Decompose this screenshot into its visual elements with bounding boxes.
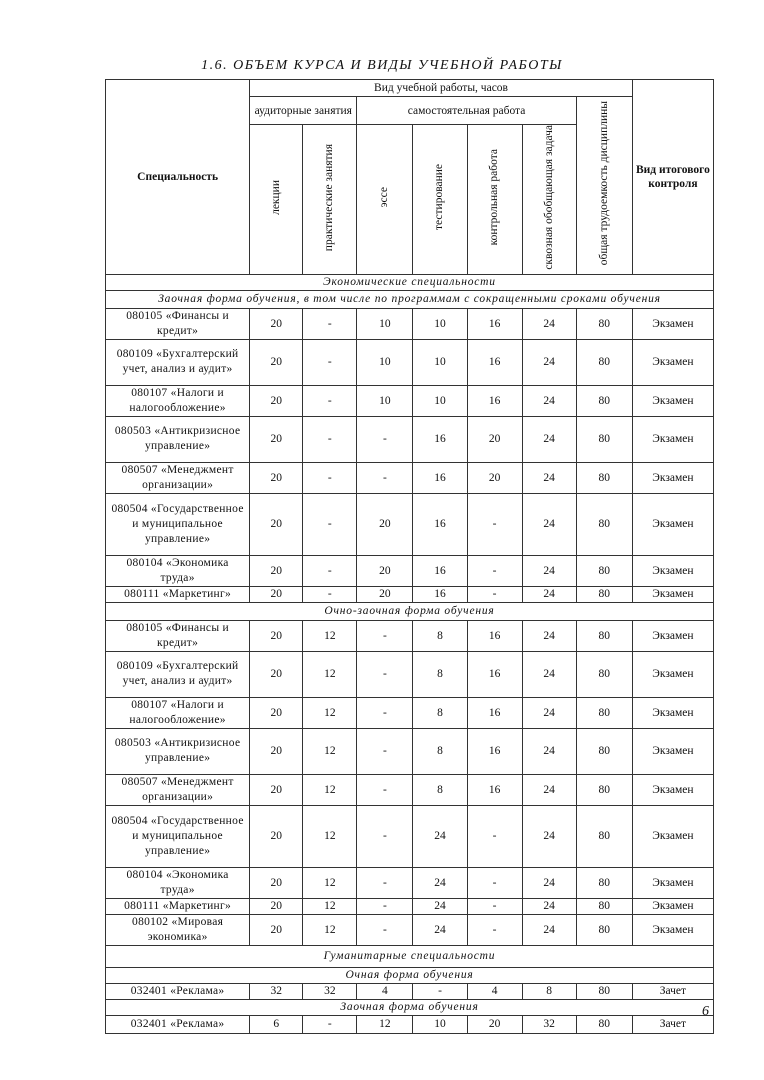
value-cell: 20 — [250, 462, 303, 493]
specialty-cell: 080105 «Финансы и кредит» — [106, 308, 250, 339]
specialty-cell: 080109 «Бухгалтерский учет, анализ и аудит» — [106, 339, 250, 385]
table-row — [106, 493, 714, 555]
value-cell: 20 — [250, 620, 303, 651]
value-cell: 12 — [303, 728, 357, 774]
value-cell: Экзамен — [632, 697, 713, 728]
value-cell: Экзамен — [632, 493, 713, 555]
value-cell: - — [467, 586, 522, 602]
value-cell: 24 — [522, 898, 576, 914]
value-cell: - — [357, 805, 413, 867]
value-cell: 8 — [413, 728, 467, 774]
value-cell: - — [303, 385, 357, 416]
value-cell: - — [303, 462, 357, 493]
table-row — [106, 898, 714, 914]
header-auditory: аудиторные занятия — [250, 97, 357, 125]
value-cell: 24 — [522, 651, 576, 697]
value-cell: 10 — [357, 385, 413, 416]
table-row — [106, 867, 714, 898]
table-row — [106, 308, 714, 339]
value-cell: 12 — [303, 651, 357, 697]
table-row — [106, 555, 714, 586]
value-cell: 20 — [250, 697, 303, 728]
header-testing-cell — [413, 125, 467, 275]
value-cell: - — [357, 651, 413, 697]
value-cell: 20 — [250, 774, 303, 805]
header-essay: эссе — [378, 187, 391, 208]
value-cell: - — [303, 416, 357, 462]
value-cell: - — [467, 898, 522, 914]
specialty-cell: 080104 «Экономика труда» — [106, 867, 250, 898]
study-form-row — [106, 967, 714, 983]
table-row — [106, 462, 714, 493]
value-cell: 20 — [250, 805, 303, 867]
value-cell: 80 — [576, 805, 632, 867]
value-cell: Экзамен — [632, 385, 713, 416]
value-cell: 12 — [303, 805, 357, 867]
value-cell: - — [467, 805, 522, 867]
value-cell: Экзамен — [632, 774, 713, 805]
value-cell: Экзамен — [632, 898, 713, 914]
header-control: контрольная работа — [488, 149, 501, 246]
value-cell: 80 — [576, 620, 632, 651]
value-cell: 24 — [522, 914, 576, 945]
value-cell: Экзамен — [632, 914, 713, 945]
value-cell: 24 — [522, 774, 576, 805]
value-cell: - — [357, 620, 413, 651]
value-cell: 24 — [522, 867, 576, 898]
value-cell: 24 — [522, 308, 576, 339]
value-cell: 16 — [413, 586, 467, 602]
specialty-cell: 080104 «Экономика труда» — [106, 555, 250, 586]
value-cell: 20 — [250, 898, 303, 914]
value-cell: - — [303, 308, 357, 339]
value-cell: 10 — [413, 385, 467, 416]
table-row — [106, 774, 714, 805]
value-cell: 24 — [522, 555, 576, 586]
value-cell: 80 — [576, 697, 632, 728]
header-final-control: Вид итогового контроля — [632, 80, 713, 275]
value-cell: Экзамен — [632, 555, 713, 586]
value-cell: - — [303, 1015, 357, 1033]
value-cell: Экзамен — [632, 805, 713, 867]
value-cell: 16 — [467, 651, 522, 697]
value-cell: Экзамен — [632, 867, 713, 898]
value-cell: 20 — [250, 651, 303, 697]
value-cell: - — [357, 867, 413, 898]
value-cell: - — [357, 728, 413, 774]
header-practical-cell — [303, 125, 357, 275]
value-cell: 12 — [357, 1015, 413, 1033]
value-cell: Зачет — [632, 983, 713, 999]
table-row — [106, 385, 714, 416]
table-row — [106, 416, 714, 462]
value-cell: 20 — [467, 416, 522, 462]
value-cell: 16 — [467, 728, 522, 774]
header-total: общая трудоемкость дисциплины — [597, 101, 610, 266]
value-cell: - — [303, 493, 357, 555]
header-essay-cell — [357, 125, 413, 275]
value-cell: 20 — [250, 586, 303, 602]
value-cell: 20 — [357, 493, 413, 555]
value-cell: 10 — [413, 1015, 467, 1033]
header-lectures: лекции — [269, 179, 282, 215]
value-cell: 10 — [413, 339, 467, 385]
value-cell: Экзамен — [632, 728, 713, 774]
table-row — [106, 805, 714, 867]
value-cell: Экзамен — [632, 651, 713, 697]
header-work-type: Вид учебной работы, часов — [250, 80, 633, 97]
value-cell: 20 — [250, 493, 303, 555]
value-cell: 80 — [576, 1015, 632, 1033]
value-cell: 10 — [413, 308, 467, 339]
header-independent: самостоятельная работа — [357, 97, 576, 125]
value-cell: 80 — [576, 586, 632, 602]
value-cell: 24 — [522, 805, 576, 867]
table-row — [106, 586, 714, 602]
value-cell: - — [467, 555, 522, 586]
value-cell: 24 — [522, 385, 576, 416]
value-cell: 16 — [413, 462, 467, 493]
value-cell: 32 — [303, 983, 357, 999]
specialty-group-row — [106, 945, 714, 967]
value-cell: 6 — [250, 1015, 303, 1033]
specialty-cell: 080507 «Менеджмент организации» — [106, 774, 250, 805]
table-body — [106, 274, 714, 1033]
value-cell: 20 — [250, 728, 303, 774]
value-cell: 16 — [413, 555, 467, 586]
value-cell: 80 — [576, 339, 632, 385]
value-cell: 12 — [303, 867, 357, 898]
value-cell: 80 — [576, 914, 632, 945]
value-cell: 80 — [576, 385, 632, 416]
value-cell: 24 — [522, 728, 576, 774]
value-cell: 16 — [467, 697, 522, 728]
study-form-label: Очная форма обучения — [106, 967, 714, 983]
table-row — [106, 651, 714, 697]
value-cell: 24 — [522, 620, 576, 651]
specialty-cell: 080109 «Бухгалтерский учет, анализ и аудит» — [106, 651, 250, 697]
value-cell: 80 — [576, 898, 632, 914]
value-cell: 24 — [522, 586, 576, 602]
course-volume-table — [105, 79, 714, 1034]
value-cell: - — [357, 914, 413, 945]
value-cell: 16 — [413, 493, 467, 555]
value-cell: 20 — [467, 462, 522, 493]
value-cell: Экзамен — [632, 586, 713, 602]
specialty-cell: 080111 «Маркетинг» — [106, 586, 250, 602]
study-form-label: Заочная форма обучения, в том числе по программам с сокращенными сроками обучения — [106, 290, 714, 308]
value-cell: 80 — [576, 867, 632, 898]
value-cell: - — [467, 914, 522, 945]
value-cell: 12 — [303, 774, 357, 805]
value-cell: 24 — [413, 867, 467, 898]
value-cell: 80 — [576, 774, 632, 805]
table-row — [106, 983, 714, 999]
header-through-task: сквозная обобщающая задача — [542, 125, 555, 270]
specialty-cell: 080102 «Мировая экономика» — [106, 914, 250, 945]
value-cell: 8 — [413, 620, 467, 651]
value-cell: Экзамен — [632, 462, 713, 493]
value-cell: 80 — [576, 308, 632, 339]
value-cell: 20 — [467, 1015, 522, 1033]
value-cell: 20 — [250, 914, 303, 945]
specialty-cell: 032401 «Реклама» — [106, 1015, 250, 1033]
study-form-row — [106, 999, 714, 1015]
specialty-cell: 080107 «Налоги и налогообложение» — [106, 697, 250, 728]
value-cell: - — [303, 555, 357, 586]
study-form-row — [106, 290, 714, 308]
value-cell: 20 — [357, 555, 413, 586]
value-cell: 24 — [522, 339, 576, 385]
table-row — [106, 620, 714, 651]
specialty-cell: 080504 «Государственное и муниципальное управление» — [106, 805, 250, 867]
table-row — [106, 728, 714, 774]
value-cell: 10 — [357, 308, 413, 339]
value-cell: Экзамен — [632, 620, 713, 651]
table-row — [106, 1015, 714, 1033]
value-cell: - — [357, 697, 413, 728]
value-cell: - — [467, 493, 522, 555]
value-cell: 24 — [522, 493, 576, 555]
value-cell: 80 — [576, 983, 632, 999]
value-cell: 16 — [467, 308, 522, 339]
header-testing: тестирование — [433, 164, 446, 231]
value-cell: 12 — [303, 914, 357, 945]
table-row — [106, 697, 714, 728]
value-cell: 16 — [467, 620, 522, 651]
value-cell: 8 — [413, 651, 467, 697]
value-cell: 20 — [357, 586, 413, 602]
header-total-cell — [576, 97, 632, 275]
header-specialty: Специальность — [106, 80, 250, 275]
table-row — [106, 339, 714, 385]
value-cell: 24 — [522, 416, 576, 462]
specialty-cell: 080111 «Маркетинг» — [106, 898, 250, 914]
value-cell: 8 — [522, 983, 576, 999]
header-through-task-cell — [522, 125, 576, 275]
value-cell: 80 — [576, 728, 632, 774]
specialty-cell: 080507 «Менеджмент организации» — [106, 462, 250, 493]
specialty-cell: 080107 «Налоги и налогообложение» — [106, 385, 250, 416]
specialty-cell: 080503 «Антикризисное управление» — [106, 728, 250, 774]
value-cell: 12 — [303, 898, 357, 914]
value-cell: 20 — [250, 385, 303, 416]
value-cell: 24 — [413, 898, 467, 914]
value-cell: 20 — [250, 308, 303, 339]
value-cell: 80 — [576, 651, 632, 697]
specialty-cell: 080504 «Государственное и муниципальное управление» — [106, 493, 250, 555]
specialty-cell: 080503 «Антикризисное управление» — [106, 416, 250, 462]
value-cell: 80 — [576, 555, 632, 586]
value-cell: - — [357, 774, 413, 805]
specialty-cell: 080105 «Финансы и кредит» — [106, 620, 250, 651]
value-cell: 8 — [413, 774, 467, 805]
value-cell: Экзамен — [632, 339, 713, 385]
value-cell: - — [467, 867, 522, 898]
value-cell: 20 — [250, 416, 303, 462]
value-cell: - — [357, 898, 413, 914]
page-number: 6 — [702, 1004, 709, 1019]
value-cell: Экзамен — [632, 308, 713, 339]
value-cell: - — [357, 416, 413, 462]
value-cell: 24 — [522, 697, 576, 728]
value-cell: 16 — [413, 416, 467, 462]
value-cell: 20 — [250, 555, 303, 586]
header-practical: практические занятия — [323, 143, 336, 251]
table-row — [106, 914, 714, 945]
value-cell: 8 — [413, 697, 467, 728]
value-cell: 80 — [576, 462, 632, 493]
value-cell: 24 — [522, 462, 576, 493]
value-cell: 24 — [413, 914, 467, 945]
header-lectures-cell — [250, 125, 303, 275]
specialty-cell: 032401 «Реклама» — [106, 983, 250, 999]
value-cell: 80 — [576, 416, 632, 462]
value-cell: - — [303, 586, 357, 602]
value-cell: 32 — [522, 1015, 576, 1033]
value-cell: 20 — [250, 339, 303, 385]
value-cell: - — [357, 462, 413, 493]
value-cell: 4 — [467, 983, 522, 999]
value-cell: Экзамен — [632, 416, 713, 462]
value-cell: 16 — [467, 385, 522, 416]
value-cell: Зачет — [632, 1015, 713, 1033]
value-cell: - — [413, 983, 467, 999]
specialty-group-row — [106, 274, 714, 290]
value-cell: 4 — [357, 983, 413, 999]
value-cell: 32 — [250, 983, 303, 999]
section-title: 1.6. ОБЪЕМ КУРСА И ВИДЫ УЧЕБНОЙ РАБОТЫ — [201, 58, 563, 73]
study-form-row — [106, 602, 714, 620]
value-cell: 16 — [467, 339, 522, 385]
specialty-group-label: Экономические специальности — [106, 274, 714, 290]
value-cell: 12 — [303, 697, 357, 728]
study-form-label: Заочная форма обучения — [106, 999, 714, 1015]
value-cell: 20 — [250, 867, 303, 898]
header-control-cell — [467, 125, 522, 275]
study-form-label: Очно-заочная форма обучения — [106, 602, 714, 620]
specialty-group-label: Гуманитарные специальности — [106, 945, 714, 967]
value-cell: 16 — [467, 774, 522, 805]
value-cell: 80 — [576, 493, 632, 555]
value-cell: 10 — [357, 339, 413, 385]
value-cell: - — [303, 339, 357, 385]
value-cell: 24 — [413, 805, 467, 867]
value-cell: 12 — [303, 620, 357, 651]
